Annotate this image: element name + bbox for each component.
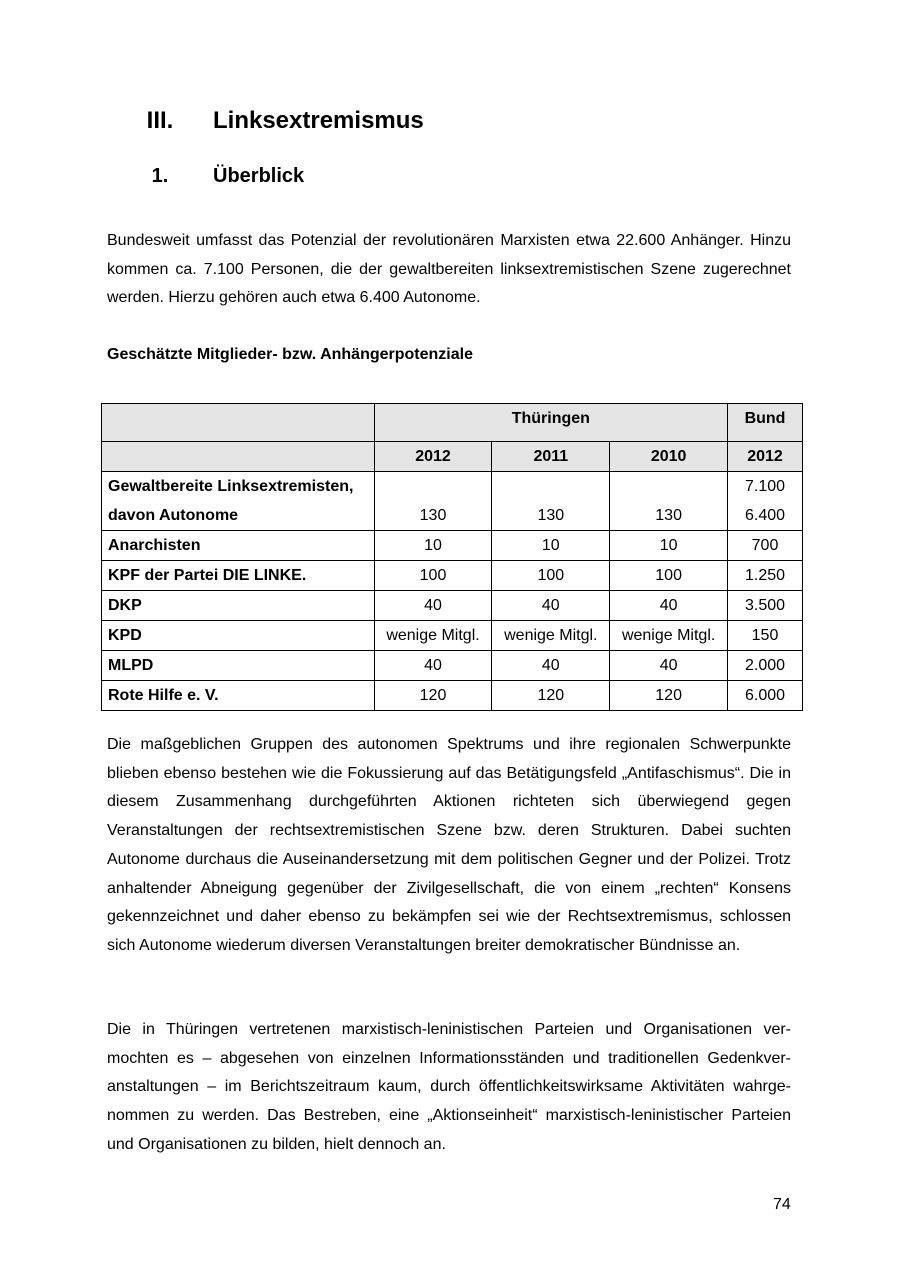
row-label: KPD bbox=[102, 621, 375, 651]
row-label: MLPD bbox=[102, 651, 375, 681]
cell-2010: 10 bbox=[610, 531, 728, 561]
cell-bund: 2.000 bbox=[728, 651, 803, 681]
header-empty-cell bbox=[102, 404, 375, 442]
section-title: Linksextremismus bbox=[213, 107, 424, 134]
cell-2011: 120 bbox=[492, 681, 610, 711]
cell-bund: 1.250 bbox=[728, 561, 803, 591]
header-year: 2010 bbox=[610, 442, 728, 472]
row-label-line: davon Autonome bbox=[108, 507, 239, 524]
subsection-title: Überblick bbox=[213, 165, 305, 187]
cell-2012: 10 bbox=[374, 531, 492, 561]
membership-table bbox=[101, 403, 803, 711]
page-number: 74 bbox=[773, 1196, 791, 1213]
row-label: Anarchisten bbox=[102, 531, 375, 561]
cell-2012: 100 bbox=[374, 561, 492, 591]
cell-2010: 40 bbox=[610, 591, 728, 621]
cell-bund: 700 bbox=[728, 531, 803, 561]
cell-bund: 6.000 bbox=[728, 681, 803, 711]
intro-paragraph: Bundesweit umfasst das Potenzial der revolutionären Marxisten etwa 22.600 Anhänger. Hinzu kommen ca. 7.100 Personen, die der gewaltbereiten linksextremistischen Szene zugerechnet werden. Hierzu gehören auch etwa 6.400 Autonome. bbox=[107, 232, 791, 307]
cell-2010: wenige Mitgl. bbox=[610, 621, 728, 651]
table-year-header bbox=[102, 442, 803, 472]
subsection-number: 1. bbox=[151, 165, 169, 187]
cell-2012: 130 bbox=[374, 472, 492, 531]
header-year: 2012 bbox=[728, 442, 803, 472]
cell-bund-line: 6.400 bbox=[744, 507, 786, 524]
header-year: 2012 bbox=[374, 442, 492, 472]
table-group-header bbox=[102, 404, 803, 442]
cell-bund bbox=[728, 472, 803, 531]
cell-bund: 3.500 bbox=[728, 591, 803, 621]
table-row bbox=[102, 621, 803, 651]
cell-2010: 40 bbox=[610, 651, 728, 681]
cell-2011: 40 bbox=[492, 651, 610, 681]
header-thueringen: Thüringen bbox=[374, 404, 727, 442]
cell-bund: 150 bbox=[728, 621, 803, 651]
autonomous-scene-paragraph: Die maßgeblichen Gruppen des autonomen Spektrums und ihre regionalen Schwerpunkte blieben ebenso bestehen wie die Fokussierung auf das Betätigungsfeld „Antifaschismus“. Die in diesem Zusammenhang durchgeführten Aktionen richteten sich überwiegend gegen Veranstaltungen der rechtsextremistischen Szene bzw. deren Strukturen. Dabei suchten Autonome durchaus die Auseinandersetzung mit dem politischen Gegner und der Polizei. Trotz anhaltender Abneigung gegenüber der Zivilgesellschaft, die von einem „rechten“ Konsens gekennzeichnet und daher ebenso zu bekämpfen sei wie der Rechtsextremismus, schlossen sich Autonome wiederum diversen Veranstaltungen breiter demokratischer Bündnisse an. bbox=[107, 736, 791, 954]
row-label bbox=[102, 472, 375, 531]
table-row bbox=[102, 681, 803, 711]
header-empty-cell bbox=[102, 442, 375, 472]
table-row bbox=[102, 651, 803, 681]
cell-2012: 120 bbox=[374, 681, 492, 711]
table-row bbox=[102, 591, 803, 621]
cell-2010: 120 bbox=[610, 681, 728, 711]
section-heading bbox=[107, 106, 424, 136]
header-year: 2011 bbox=[492, 442, 610, 472]
cell-2011: 40 bbox=[492, 591, 610, 621]
cell-2011: 10 bbox=[492, 531, 610, 561]
table-row bbox=[102, 472, 803, 531]
section-number: III. bbox=[146, 107, 174, 134]
subsection-heading bbox=[107, 162, 304, 190]
cell-2011: 130 bbox=[492, 472, 610, 531]
cell-2012: wenige Mitgl. bbox=[374, 621, 492, 651]
row-label-line: Gewaltbereite Linksextremisten, bbox=[108, 478, 354, 495]
cell-bund-line: 7.100 bbox=[744, 478, 786, 495]
table-caption: Geschätzte Mitglieder- bzw. Anhängerpotenziale bbox=[107, 346, 473, 363]
cell-2012: 40 bbox=[374, 651, 492, 681]
table-row bbox=[102, 561, 803, 591]
cell-2011: 100 bbox=[492, 561, 610, 591]
row-label: Rote Hilfe e. V. bbox=[102, 681, 375, 711]
cell-2012: 40 bbox=[374, 591, 492, 621]
header-bund: Bund bbox=[728, 404, 803, 442]
cell-2010: 130 bbox=[610, 472, 728, 531]
row-label: KPF der Partei DIE LINKE. bbox=[102, 561, 375, 591]
ml-parties-paragraph: Die in Thüringen vertretenen marxistisch-leninistischen Parteien und Organisationen vermochten es – abgesehen von einzelnen Informationsständen und traditionellen Gedenkveranstaltungen – im Berichtszeitraum kaum, durch öffentlichkeitswirksame Aktivitäten wahrgenommen zu werden. Das Bestreben, eine „Aktionseinheit“ marxistisch-leninistischer Parteien und Organisationen zu bilden, hielt dennoch an. bbox=[107, 1021, 791, 1153]
table-row bbox=[102, 531, 803, 561]
cell-2011: wenige Mitgl. bbox=[492, 621, 610, 651]
row-label: DKP bbox=[102, 591, 375, 621]
cell-2010: 100 bbox=[610, 561, 728, 591]
